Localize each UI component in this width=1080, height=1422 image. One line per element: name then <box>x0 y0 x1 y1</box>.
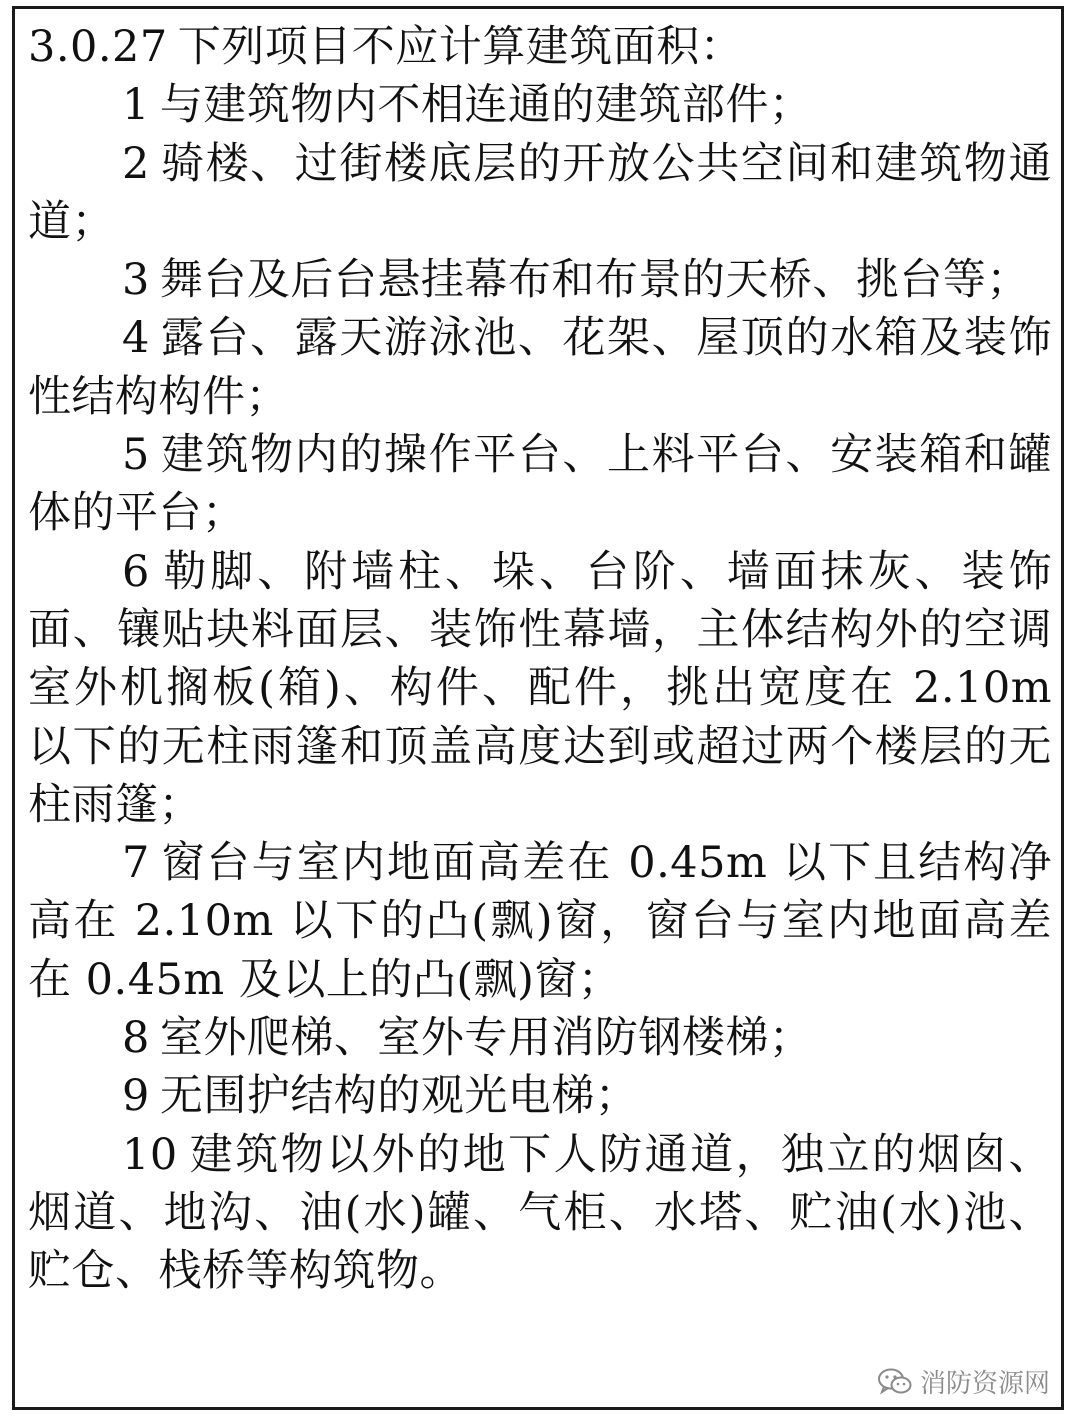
list-item <box>28 834 1052 1009</box>
item-number: 5 <box>122 430 150 481</box>
item-text: 窗台与室内地面高差在 0.45m 以下且结构净高在 2.10m 以下的凸(飘)窗，窗台与室内地面高差在 0.45m 及以上的凸(飘)窗； <box>28 838 1052 1005</box>
item-number: 7 <box>122 838 150 889</box>
item-text: 露台、露天游泳池、花架、屋顶的水箱及装饰性结构构件； <box>28 313 1052 422</box>
list-item <box>28 1009 1052 1067</box>
list-item <box>28 426 1052 543</box>
item-text: 无围护结构的观光电梯； <box>159 1071 639 1122</box>
item-number: 1 <box>122 80 150 131</box>
item-text: 建筑物以外的地下人防通道，独立的烟囱、烟道、地沟、油(水)罐、气柜、水塔、贮油(水)池、贮仓、栈桥等构筑物。 <box>28 1129 1052 1297</box>
item-number: 4 <box>122 313 150 364</box>
item-text: 与建筑物内不相连通的建筑部件； <box>159 80 813 131</box>
clause-heading <box>28 18 1052 76</box>
item-text: 骑楼、过街楼底层的开放公共空间和建筑物通道； <box>28 138 1052 247</box>
list-item <box>28 135 1052 252</box>
item-text: 舞台及后台悬挂幕布和布景的天桥、挑台等； <box>159 255 1030 306</box>
watermark-text: 消防资源网 <box>919 1369 1050 1399</box>
clause-text: 下列项目不应计算建筑面积： <box>177 22 744 72</box>
watermark <box>878 1363 1050 1400</box>
item-text: 勒脚、附墙柱、垛、台阶、墙面抹灰、装饰面、镶贴块料面层、装饰性幕墙，主体结构外的空调室外机搁板(箱)、构件、配件，挑出宽度在 2.10m 以下的无柱雨篷和顶盖高度达到或超过两个楼层的无柱雨篷； <box>28 546 1052 830</box>
item-number: 3 <box>122 255 150 306</box>
wechat-icon <box>878 1368 912 1396</box>
list-item <box>28 1126 1052 1301</box>
standard-clause-document <box>28 18 1052 1301</box>
list-item <box>28 309 1052 426</box>
clause-number: 3.0.27 <box>28 22 168 72</box>
list-item <box>28 1067 1052 1125</box>
item-text: 室外爬梯、室外专用消防钢楼梯； <box>159 1013 813 1064</box>
item-number: 9 <box>122 1071 150 1122</box>
item-number: 10 <box>122 1129 178 1180</box>
item-number: 8 <box>122 1013 150 1064</box>
item-text: 建筑物内的操作平台、上料平台、安装箱和罐体的平台； <box>28 430 1052 539</box>
list-item <box>28 543 1052 834</box>
list-item <box>28 251 1052 309</box>
list-item <box>28 76 1052 134</box>
item-number: 2 <box>122 138 150 189</box>
item-number: 6 <box>122 546 150 597</box>
